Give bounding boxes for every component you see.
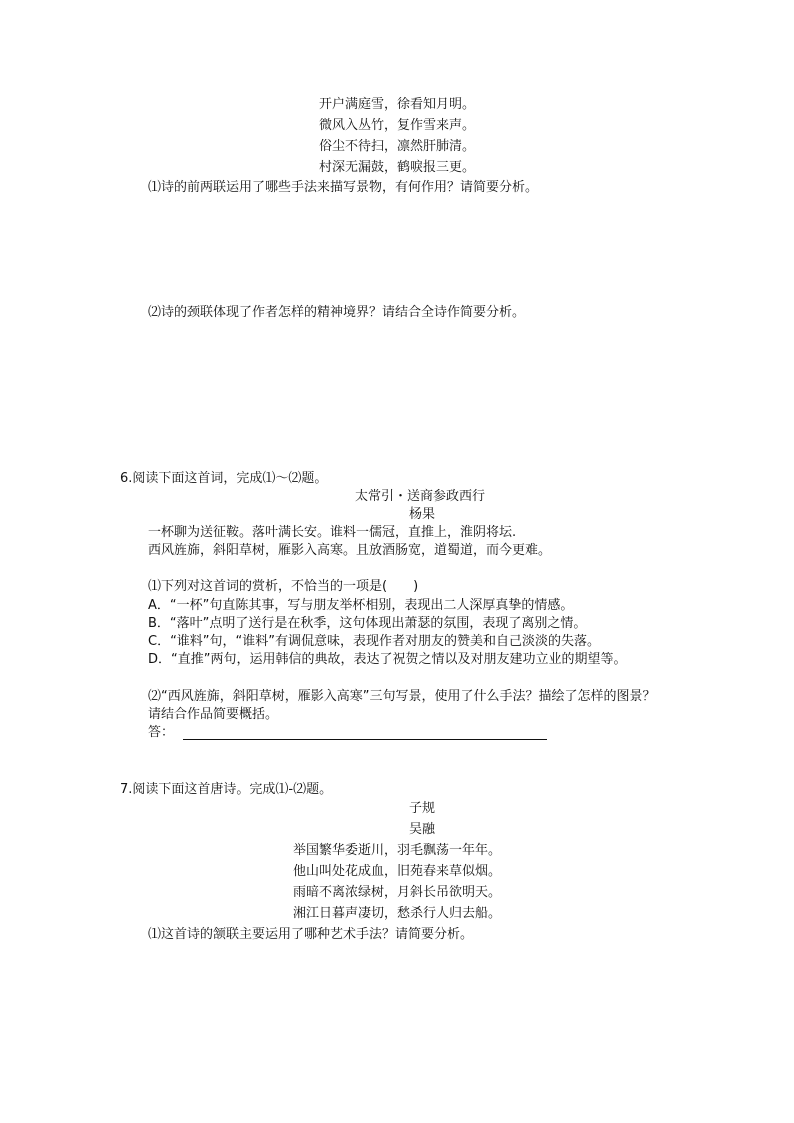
q6-option-c: C．“谁料”句，“谁料”有调侃意味，表现作者对朋友的赞美和自己淡淡的失落。 — [148, 634, 601, 649]
q6-answer-line — [183, 739, 547, 740]
q7-poem-line-4: 湘江日暮声凄切，愁杀行人归去船。 — [292, 906, 501, 921]
q7-poem-line-1: 举国繁华委逝川，羽毛飘荡一年年。 — [292, 843, 501, 858]
q6-option-a: A．“一杯”句直陈其事，写与朋友举杯相别，表现出二人深厚真挚的情感。 — [148, 598, 574, 613]
q5-poem-line-1: 开户满庭雪，徐看知月明。 — [318, 97, 475, 112]
q5-poem-line-3: 俗尘不待扫，凛然肝肺清。 — [318, 139, 475, 154]
q7-poem-line-2: 他山叫处花成血，旧苑春来草似烟。 — [292, 864, 501, 879]
q6-subquestion-1: ⑴下列对这首词的赏析，不恰当的一项是( ) — [148, 579, 419, 594]
q6-option-d: D．“直推”两句，运用韩信的典故，表达了祝贺之情以及对朋友建功立业的期望等。 — [148, 652, 627, 667]
q6-title: 太常引・送商参政西行 — [355, 489, 486, 504]
q6-author: 杨果 — [409, 507, 436, 522]
q7-subquestion-1: ⑴这首诗的颔联主要运用了哪种艺术手法？请简要分析。 — [148, 927, 474, 942]
q6-subquestion-2-line-2: 请结合作品简要概括。 — [148, 707, 279, 722]
q7-author: 吴融 — [409, 822, 436, 837]
q6-ci-line-1: 一杯聊为送征鞍。落叶满长安。谁料一儒冠，直推上，淮阴将坛. — [148, 525, 517, 540]
q7-title: 子规 — [409, 801, 436, 816]
q7-poem-line-3: 雨暗不离浓绿树，月斜长吊欲明天。 — [292, 885, 501, 900]
q7-intro: 7.阅读下面这首唐诗。完成⑴-⑵题。 — [120, 782, 333, 797]
q6-ci-line-2: 西风旌旆，斜阳草树，雁影入高寒。且放酒肠宽，道蜀道，而今更难。 — [148, 543, 552, 558]
q5-subquestion-1: ⑴诗的前两联运用了哪些手法来描写景物，有何作用？请简要分析。 — [148, 180, 539, 195]
q5-poem-line-2: 微风入丛竹，复作雪来声。 — [318, 118, 475, 133]
q6-answer-label: 答： — [148, 725, 175, 740]
q5-poem-line-4: 村深无漏鼓，鹤唳报三更。 — [318, 160, 475, 175]
q6-intro: 6.阅读下面这首词，完成⑴～⑵题。 — [120, 471, 328, 486]
q5-subquestion-2: ⑵诗的颈联体现了作者怎样的精神境界？请结合全诗作简要分析。 — [148, 305, 526, 320]
q6-option-b: B．“落叶”点明了送行是在秋季，这句体现出萧瑟的氛围，表现了离别之情。 — [148, 616, 587, 631]
q6-subquestion-2-line-1: ⑵“西风旌旆，斜阳草树，雁影入高寒”三句写景，使用了什么手法？描绘了怎样的图景？ — [148, 689, 656, 704]
